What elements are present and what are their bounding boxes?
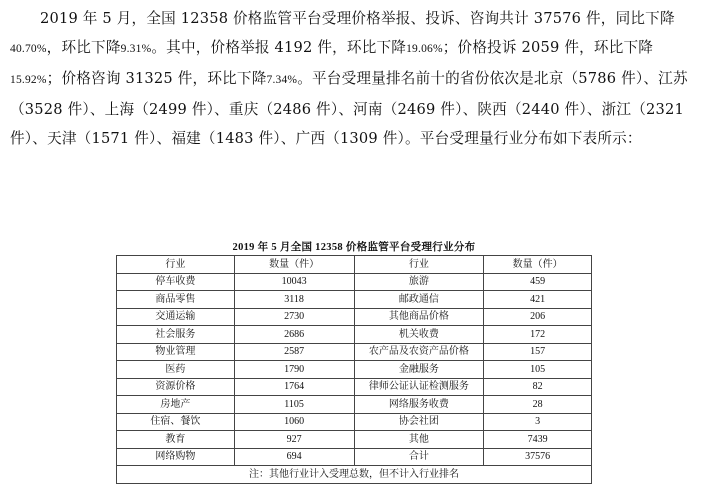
industry-cell: 房地产 [117,396,235,414]
count-cell: 927 [234,431,354,449]
industry-cell: 合计 [354,448,484,466]
industry-cell: 网络购物 [117,448,235,466]
para-text: ；价格咨询 31325 件，环比下降 [46,70,267,87]
percent-value: 7.34% [266,74,298,86]
count-cell: 10043 [234,273,354,291]
count-cell: 2730 [234,308,354,326]
industry-cell: 停车收费 [117,273,235,291]
table-row [117,396,592,414]
count-cell: 3 [484,413,592,431]
count-cell: 421 [484,291,592,309]
count-cell: 7439 [484,431,592,449]
industry-cell: 其他 [354,431,484,449]
industry-cell: 金融服务 [354,361,484,379]
count-cell: 2686 [234,326,354,344]
industry-cell: 住宿、餐饮 [117,413,235,431]
para-text: 。平台受理量排名前十的省份依次是北京（5786 件）、江苏（3528 件）、上海（2499 件）、重庆（2486 件）、河南（2469 件）、陕西（2440 件）、浙江（2321 件）、天津（1571 件）、福建（1483 件）、广西（1309 件）。平台受理量行业分布如下表所示： [10,70,688,147]
count-cell: 1060 [234,413,354,431]
table-row [117,413,592,431]
header-cell: 行业 [117,256,235,274]
table-note-row [117,466,592,484]
percent-value: 15.92% [10,74,47,86]
industry-cell: 教育 [117,431,235,449]
para-text: 。其中，价格举报 4192 件，环比下降 [151,39,407,56]
intro-paragraph [10,4,700,153]
count-cell: 37576 [484,448,592,466]
count-cell: 28 [484,396,592,414]
header-cell: 数量（件） [484,256,592,274]
table-row [117,343,592,361]
table-row [117,448,592,466]
industry-cell: 协会社团 [354,413,484,431]
percent-value: 9.31% [120,43,152,55]
industry-cell: 邮政通信 [354,291,484,309]
industry-cell: 资源价格 [117,378,235,396]
industry-cell: 社会服务 [117,326,235,344]
industry-cell: 物业管理 [117,343,235,361]
count-cell: 2587 [234,343,354,361]
para-text: 2019 年 5 月，全国 12358 价格监管平台受理价格举报、投诉、咨询共计 37576 件，同比下降 [40,10,675,27]
count-cell: 157 [484,343,592,361]
table-row [117,361,592,379]
industry-cell: 网络服务收费 [354,396,484,414]
industry-cell: 农产品及农资产品价格 [354,343,484,361]
count-cell: 206 [484,308,592,326]
count-cell: 172 [484,326,592,344]
industry-cell: 律师公证认证检测服务 [354,378,484,396]
table-note: 注：其他行业计入受理总数，但不计入行业排名 [117,466,592,484]
industry-cell: 机关收费 [354,326,484,344]
count-cell: 459 [484,273,592,291]
header-cell: 行业 [354,256,484,274]
header-cell: 数量（件） [234,256,354,274]
count-cell: 694 [234,448,354,466]
percent-value: 40.70% [10,43,47,55]
count-cell: 1790 [234,361,354,379]
count-cell: 1105 [234,396,354,414]
count-cell: 105 [484,361,592,379]
industry-cell: 旅游 [354,273,484,291]
industry-table [116,255,592,484]
table-title: 2019 年 5 月全国 12358 价格监管平台受理行业分布 [232,242,476,253]
industry-cell: 交通运输 [117,308,235,326]
para-text: ，环比下降 [46,39,121,56]
table-row [117,431,592,449]
percent-value: 19.06% [406,43,443,55]
table-header-row [117,256,592,274]
count-cell: 1764 [234,378,354,396]
table-row [117,308,592,326]
table-row [117,291,592,309]
count-cell: 3118 [234,291,354,309]
table-row [117,273,592,291]
para-text: ；价格投诉 2059 件，环比下降 [442,39,654,56]
industry-cell: 其他商品价格 [354,308,484,326]
industry-cell: 医药 [117,361,235,379]
table-row [117,326,592,344]
table-row [117,378,592,396]
industry-cell: 商品零售 [117,291,235,309]
count-cell: 82 [484,378,592,396]
